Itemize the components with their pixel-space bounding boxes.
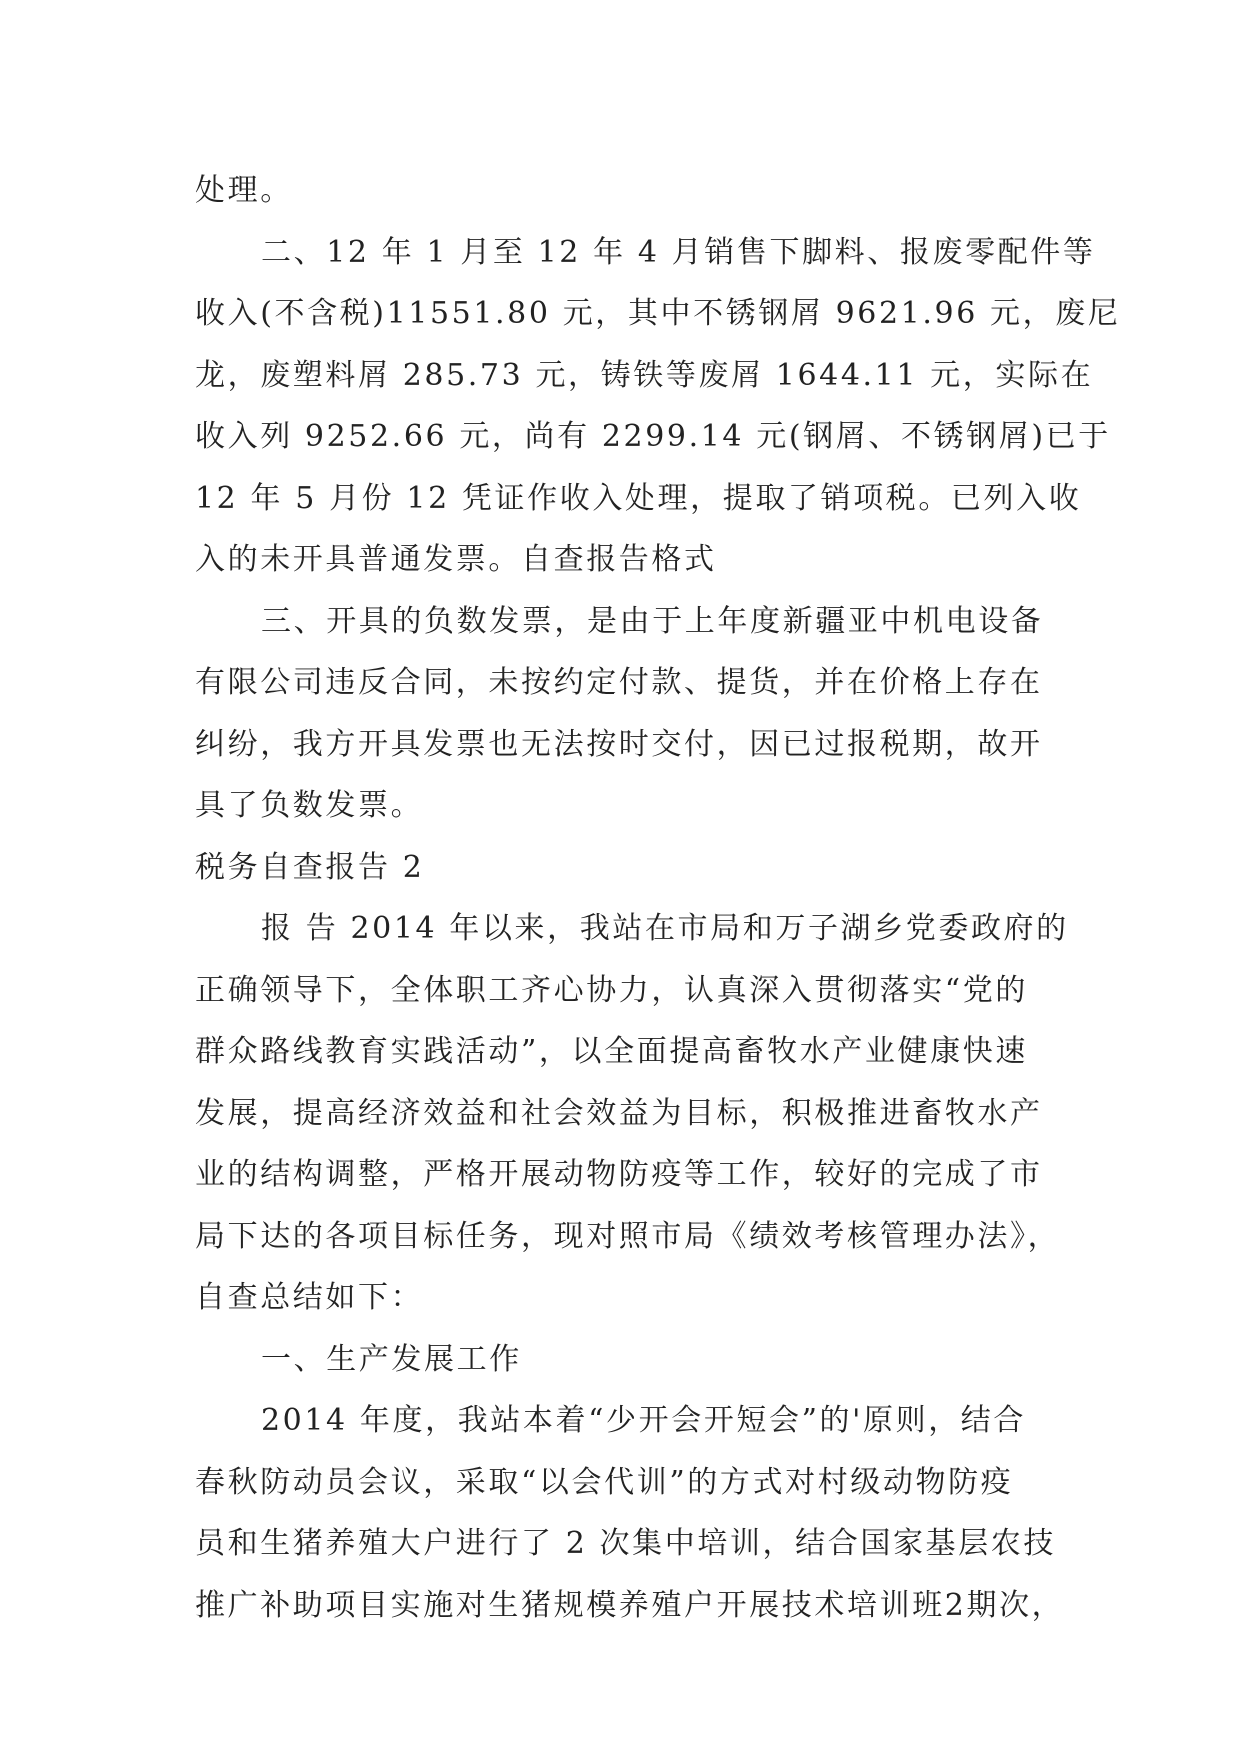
document-body bbox=[195, 160, 1121, 1636]
text-line: 报 告 2014 年以来，我站在市局和万子湖乡党委政府的 bbox=[261, 911, 1069, 946]
text-line: 具了负数发票。 bbox=[195, 788, 424, 823]
text-line: 局下达的各项目标任务，现对照市局《绩效考核管理办法》， bbox=[195, 1218, 1061, 1254]
text-line: 员和生猪养殖大户进行了 2 次集中培训，结合国家基层农技 bbox=[195, 1526, 1056, 1561]
text-line: 有限公司违反合同，未按约定付款、提货，并在价格上存在 bbox=[195, 665, 1043, 700]
text-line: 2014 年度，我站本着“少开会开短会”的'原则，结合 bbox=[261, 1403, 1027, 1438]
text-line: 收入(不含税)11551.80 元，其中不锈钢屑 9621.96 元，废尼 bbox=[195, 296, 1121, 331]
text-line: 群众路线教育实践活动”，以全面提高畜牧水产业健康快速 bbox=[195, 1034, 1028, 1069]
text-line: 一、生产发展工作 bbox=[261, 1341, 522, 1377]
text-line: 正确领导下，全体职工齐心协力，认真深入贯彻落实“党的 bbox=[195, 972, 1028, 1008]
text-line: 业的结构调整，严格开展动物防疫等工作，较好的完成了市 bbox=[195, 1157, 1043, 1192]
text-line: 12 年 5 月份 12 凭证作收入处理，提取了销项税。已列入收 bbox=[195, 480, 1082, 516]
text-line: 二、12 年 1 月至 12 年 4 月销售下脚料、报废零配件等 bbox=[261, 234, 1096, 270]
text-line: 入的未开具普通发票。自查报告格式 bbox=[195, 542, 717, 577]
text-line: 收入列 9252.66 元，尚有 2299.14 元(钢屑、不锈钢屑)已于 bbox=[195, 419, 1111, 454]
text-line: 龙，废塑料屑 285.73 元，铸铁等废屑 1644.11 元，实际在 bbox=[195, 357, 1094, 393]
text-line: 春秋防动员会议，采取“以会代训”的方式对村级动物防疫 bbox=[195, 1464, 1014, 1500]
text-line: 自查总结如下： bbox=[195, 1280, 424, 1315]
text-line: 处理。 bbox=[195, 173, 293, 208]
text-line: 纠纷，我方开具发票也无法按时交付，因已过报税期，故开 bbox=[195, 726, 1043, 762]
text-line: 发展，提高经济效益和社会效益为目标，积极推进畜牧水产 bbox=[195, 1095, 1043, 1131]
text-line: 税务自查报告 2 bbox=[195, 849, 425, 885]
text-line: 三、开具的负数发票，是由于上年度新疆亚中机电设备 bbox=[261, 603, 1044, 639]
text-line: 推广补助项目实施对生猪规模养殖户开展技术培训班2期次， bbox=[195, 1587, 1065, 1623]
